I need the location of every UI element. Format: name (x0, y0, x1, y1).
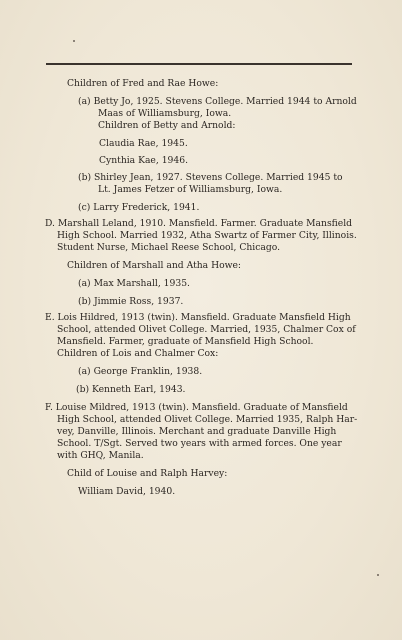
text-line: William David, 1940. (78, 486, 176, 497)
text-line: (a) George Franklin, 1938. (78, 366, 203, 377)
text-line: High School. Married 1932, Atha Swartz of Farmer City, Illinois. (57, 230, 357, 241)
text-line: F. Louise Mildred, 1913 (twin). Mansfield. Graduate of Mansfield (45, 402, 348, 413)
text-line: E. Lois Hildred, 1913 (twin). Mansfield. Graduate Mansfield High (45, 312, 351, 323)
text-line: Maas of Williamsburg, Iowa. (98, 108, 232, 119)
text-line: Children of Marshall and Atha Howe: (67, 260, 242, 271)
text-line: Claudia Rae, 1945. (99, 138, 188, 149)
text-line: (b) Kenneth Earl, 1943. (76, 384, 186, 395)
paper-speck (73, 40, 75, 42)
text-line: High School, attended Olivet College. Married 1935, Ralph Har- (57, 414, 358, 425)
text-line: vey, Danville, Illinois. Merchant and graduate Danville High (57, 426, 337, 437)
text-line: (c) Larry Frederick, 1941. (78, 202, 200, 213)
text-line: with GHQ, Manila. (57, 450, 144, 461)
text-line: School. T/Sgt. Served two years with armed forces. One year (57, 438, 342, 449)
text-line: Children of Fred and Rae Howe: (67, 78, 219, 89)
text-line: Mansfield. Farmer, graduate of Mansfield High School. (57, 336, 314, 347)
text-line: Children of Betty and Arnold: (98, 120, 236, 131)
text-line: (a) Max Marshall, 1935. (78, 278, 190, 289)
text-line: Cynthia Kae, 1946. (99, 155, 189, 166)
text-line: (b) Jimmie Ross, 1937. (78, 296, 184, 307)
paper-speck (377, 574, 379, 576)
text-line: School, attended Olivet College. Married, 1935, Chalmer Cox of (57, 324, 356, 335)
text-line: (a) Betty Jo, 1925. Stevens College. Married 1944 to Arnold (78, 96, 357, 107)
text-line: Children of Lois and Chalmer Cox: (57, 348, 219, 359)
text-line: (b) Shirley Jean, 1927. Stevens College. Married 1945 to (78, 172, 343, 183)
horizontal-rule (46, 63, 352, 65)
text-line: D. Marshall Leland, 1910. Mansfield. Farmer. Graduate Mansfield (45, 218, 353, 229)
text-line: Student Nurse, Michael Reese School, Chicago. (57, 242, 281, 253)
text-line: Lt. James Fetzer of Williamsburg, Iowa. (98, 184, 283, 195)
text-line: Child of Louise and Ralph Harvey: (67, 468, 228, 479)
